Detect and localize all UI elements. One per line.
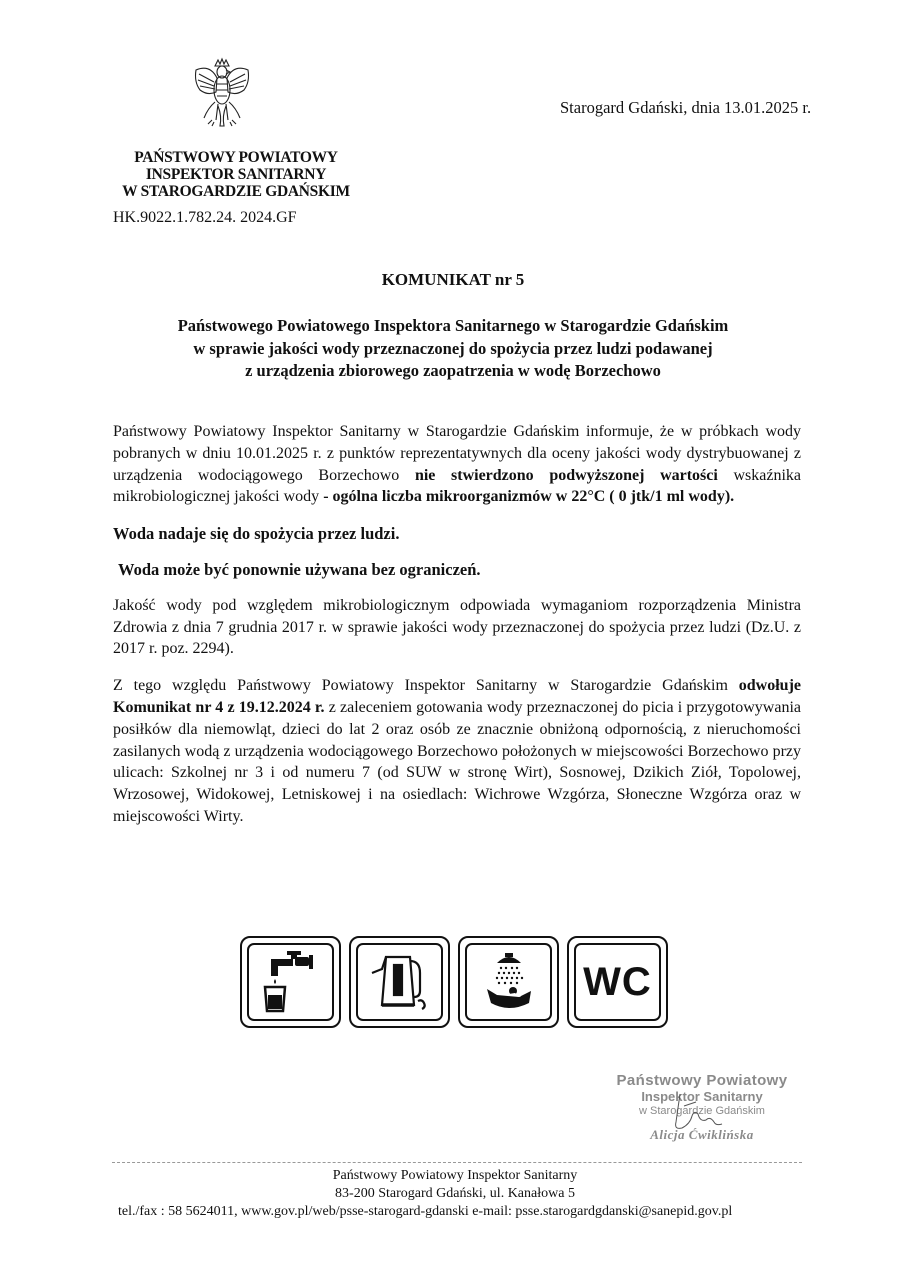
highlight-result: nie stwierdzono podwyższonej wartości [414,466,718,484]
kettle-icon [349,936,450,1028]
eagle-emblem-icon [190,56,254,130]
stamp-line: Inspektor Sanitarny [641,1089,763,1104]
stamp-line: w Starogardzie Gdańskim [639,1105,765,1117]
authority-line: INSPEKTOR SANITARNY [145,166,327,183]
wc-icon [567,936,668,1028]
paragraph-text: Państwowy Powiatowy Inspektor Sanitarny w Starogardzie Gdańskim informuje, że w próbkach wody pobranych w dniu 10.01.2025 r. z punktów reprezentatywnych dla oceny jakości wody dystrybuowanej z urządzenia wodociągowego Borzechowo [113,423,801,484]
document-title: KOMUNIKAT nr 5 [381,270,525,289]
footer-address: 83-200 Starogard Gdański, ul. Kanałowa 5 [335,1186,575,1201]
subtitle-line: Państwowego Powiatowego Inspektora Sanitarnego w Starogardzie Gdańskim [177,316,729,335]
water-tap-icon [240,936,341,1028]
subtitle-line: z urządzenia zbiorowego zaopatrzenia w wodę Borzechowo [245,361,661,380]
paragraph-text: Z tego względu Państwowy Powiatowy Inspektor Sanitarny w Starogardzie Gdańskim [113,677,739,695]
footer [60,1167,850,1221]
footer-contact: tel./fax : 58 5624011, www.gov.pl/web/psse-starogard-gdanski e-mail: psse.starogardgdanski@sanepid.gov.pl [118,1204,733,1219]
stamp-line: Państwowy Powiatowy [616,1072,788,1089]
issuing-authority [96,149,376,200]
paragraph-revocation [113,675,801,828]
paragraph-test-results [113,421,801,508]
paragraph-text: wskaźnika mikrobiologicznej jakości wody [113,466,802,506]
highlight-indicator: - ogólna liczba mikroorganizmów w 22°C ( 0 jtk/1 ml wody). [323,488,735,506]
document-body [113,421,801,828]
highlight-revocation: odwołuje Komunikat nr 4 z 19.12.2024 r. [113,677,801,716]
paragraph-text: z zaleceniem gotowania wody przeznaczonej do picia i przygotowywania posiłków dla niemowląt, dzieci do lat 2 oraz osób ze znacznie obniżoną odpornością, z nieruchomości zasilanych wodą z urządzenia wodociągowego Borzechowo położonych w miejscowości Borzechowo przy ulicach: Szkolnej nr 3 i od numeru 7 (od SUW w stronę Wirt), Sosnowej, Dzikich Ziół, Topolowej, Wrzosowej, Widokowej, Letniskowej i na osiedlach: Wichrowe Wzgórza, Słoneczne Wzgórza oraz w miejscowości Wirty. [113,698,801,825]
authority-line: W STAROGARDZIE GDAŃSKIM [122,183,350,200]
document-subtitle [60,315,846,383]
reference-number: HK.9022.1.782.24. 2024.GF [113,209,297,226]
authority-line: PAŃSTWOWY POWIATOWY [134,149,338,166]
statement-drinkable: Woda nadaje się do spożycia przez ludzi. [113,524,400,544]
subtitle-line: w sprawie jakości wody przeznaczonej do spożycia przez ludzi podawanej [193,338,713,358]
document-date: Starogard Gdański, dnia 13.01.2025 r. [560,98,812,117]
shower-bath-icon [458,936,559,1028]
stamp-name: Alicja Ćwiklińska [650,1127,754,1142]
statement-no-restrictions: Woda może być ponownie używana bez ograniczeń. [118,559,481,579]
signature [670,1092,730,1134]
footer-office: Państwowy Powiatowy Inspektor Sanitarny [332,1168,578,1183]
wc-label: WC [583,959,652,1004]
footer-divider [112,1162,802,1163]
paragraph-regulation: Jakość wody pod względem mikrobiologicznym odpowiada wymaganiom rozporządzenia Ministra Zdrowia z dnia 7 grudnia 2017 r. w sprawie jakości wody przeznaczonej do spożycia przez ludzi (Dz.U. z 2017 r. poz. 2294). [113,596,801,658]
